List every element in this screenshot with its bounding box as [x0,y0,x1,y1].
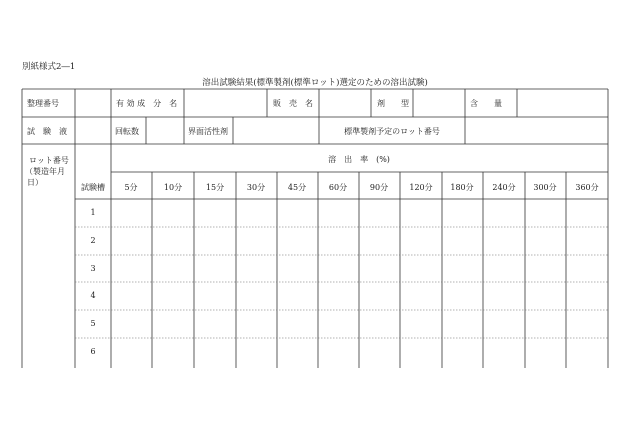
label-youshutsu-ritsu: 溶 出 率 (%) [328,155,390,164]
label-lot-number-2: （製造年月 [25,167,65,176]
vessel-number: 6 [90,347,96,356]
time-header: 240分 [492,183,516,192]
vessel-number: 1 [90,208,96,217]
time-header: 5分 [124,183,138,192]
time-header: 10分 [163,183,183,192]
label-kaitensu: 回転数 [115,127,139,136]
label-shikenso: 試験槽 [81,183,105,192]
label-shiken-eki: 試 験 液 [27,127,67,136]
time-header: 90分 [369,183,389,192]
vessel-number: 3 [90,264,96,273]
label-yuko-seibun: 有 効 成 分 名 [116,99,178,108]
time-header: 45分 [287,183,307,192]
label-lot-number-3: 日） [27,178,43,187]
label-lot-bango: 標準製剤予定のロット番号 [344,127,440,136]
label-ganryo: 含 量 [470,99,502,108]
label-zaikei: 剤 型 [377,99,409,108]
time-header: 180分 [450,183,474,192]
form-id: 別紙様式2―1 [22,62,76,72]
time-header: 15分 [205,183,225,192]
time-header: 120分 [409,183,433,192]
time-header: 360分 [575,183,599,192]
vessel-number: 4 [90,291,96,300]
vessel-number: 5 [90,319,96,328]
label-lot-number-1: ロット番号 [29,156,69,165]
label-seiri-bango: 整理番号 [27,99,59,108]
document-title: 溶出試験結果(標準製剤(標準ロット)選定のための溶出試験) [202,78,428,88]
label-kaimen-kasseizai: 界面活性剤 [188,127,228,136]
time-header: 30分 [246,183,266,192]
time-header: 60分 [328,183,348,192]
label-hanbai-mei: 販 売 名 [273,99,313,108]
time-header: 300分 [533,183,557,192]
vessel-number: 2 [90,236,96,245]
